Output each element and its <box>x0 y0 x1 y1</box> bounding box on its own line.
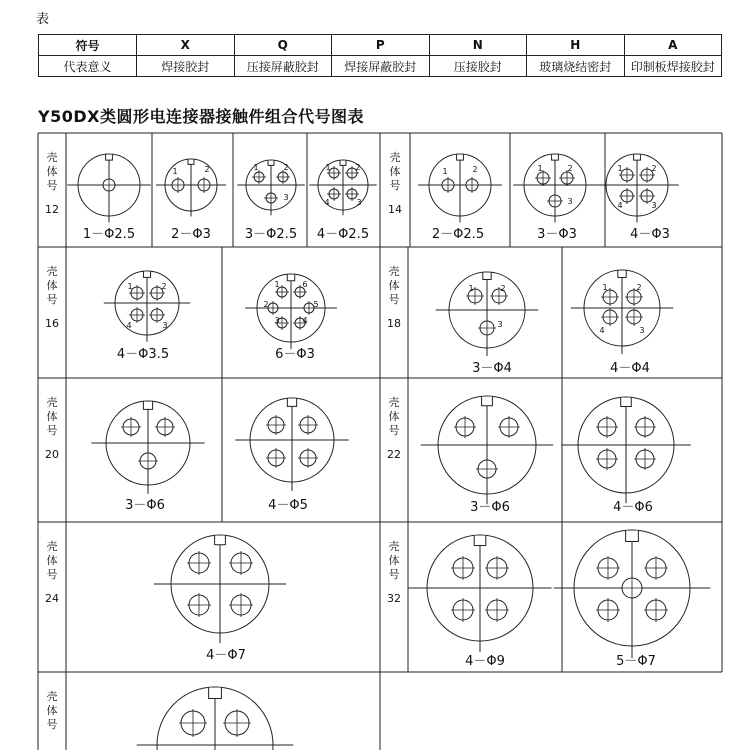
combination-code: 1－Φ2.5 <box>82 227 136 242</box>
contact-diagram <box>245 274 337 349</box>
contact-diagram <box>154 535 286 643</box>
key-notch <box>287 275 294 281</box>
meaning-cell: 焊接胶封 <box>137 56 235 77</box>
pin-number: 1 <box>617 164 623 173</box>
grid-cells <box>45 150 710 750</box>
shell-label-char: 壳 <box>388 540 400 553</box>
pin-number: 4 <box>599 326 605 335</box>
contact-diagram <box>571 270 674 354</box>
shell-label-char: 号 <box>46 179 58 192</box>
combination-code: 4－Φ3 <box>630 227 670 242</box>
key-notch <box>474 536 486 546</box>
combination-code: 4－Φ6 <box>613 500 653 515</box>
pin-number: 1 <box>325 163 331 172</box>
page-caption: 表 <box>36 12 50 27</box>
shell-label-char: 体 <box>388 279 400 292</box>
shell-number: 20 <box>45 448 59 461</box>
contact-diagram <box>237 160 305 215</box>
header-cell: H <box>527 35 625 56</box>
pin-number: 2 <box>204 165 210 174</box>
shell-label <box>387 264 401 330</box>
section-title: Y50DX类圆形电连接器接触件组合代号图表 <box>38 107 364 126</box>
key-notch <box>188 160 194 165</box>
contact-diagram <box>156 159 226 216</box>
shell-number: 16 <box>45 317 59 330</box>
contact-diagram <box>408 535 551 652</box>
pin-number: 2 <box>355 163 361 172</box>
combination-code: 2－Φ3 <box>171 227 211 242</box>
shell-label-char: 号 <box>46 424 58 437</box>
meaning-cell: 玻璃烧结密封 <box>527 56 625 77</box>
shell-label <box>45 150 59 216</box>
key-notch <box>143 402 152 410</box>
key-notch <box>287 399 296 407</box>
contact-diagram <box>309 160 377 215</box>
contact-diagram <box>418 154 502 223</box>
pin-number: 6 <box>302 280 308 289</box>
combination-code: 3－Φ6 <box>125 498 165 513</box>
shell-number: 24 <box>45 592 59 605</box>
header-cell: Q <box>234 35 332 56</box>
pin-number: 3 <box>567 197 573 206</box>
pin-number: 1 <box>468 284 474 293</box>
pin-number: 2 <box>500 284 506 293</box>
key-notch <box>268 161 274 166</box>
shell-label-char: 体 <box>46 165 58 178</box>
key-notch <box>215 536 226 545</box>
pin-number: 3 <box>651 201 657 210</box>
pin-number: 5 <box>313 300 319 309</box>
shell-label-char: 壳 <box>46 396 58 409</box>
pin-number: 2 <box>472 165 478 174</box>
combination-code: 4－Φ3.5 <box>116 347 170 362</box>
pin-number: 1 <box>442 167 448 176</box>
contact-diagram <box>67 154 151 223</box>
combination-code: 3－Φ3 <box>537 227 577 242</box>
shell-label-char: 壳 <box>388 396 400 409</box>
key-notch <box>483 273 491 280</box>
pin-number: 1 <box>253 163 259 172</box>
shell-label <box>47 689 58 731</box>
pin-number: 3 <box>356 198 362 207</box>
contact-diagram <box>91 401 204 494</box>
meaning-cell: 代表意义 <box>39 56 137 77</box>
shell-label <box>45 539 59 605</box>
shell-label <box>45 395 59 461</box>
combination-code: 4－Φ5 <box>268 498 308 513</box>
shell-label-char: 体 <box>46 279 58 292</box>
contact-diagram <box>561 397 691 503</box>
contact-diagram <box>104 271 190 342</box>
key-notch <box>340 161 346 166</box>
header-cell: A <box>624 35 722 56</box>
header-cell: X <box>137 35 235 56</box>
combination-code: 2－Φ2.5 <box>431 227 485 242</box>
shell-label <box>387 539 401 605</box>
key-notch <box>106 155 113 161</box>
combination-code: 4－Φ2.5 <box>316 227 370 242</box>
pin-number: 3 <box>639 326 645 335</box>
shell-label-char: 壳 <box>46 265 58 278</box>
key-notch <box>626 531 639 542</box>
pin-number: 3 <box>283 193 289 202</box>
header-cell: P <box>332 35 430 56</box>
header-cell: 符号 <box>39 35 137 56</box>
meaning-cell: 压接胶封 <box>429 56 527 77</box>
shell-number: 22 <box>387 448 401 461</box>
contact-diagram <box>421 396 553 504</box>
key-notch <box>209 688 222 699</box>
shell-label-char: 体 <box>388 410 400 423</box>
combination-code: 4－Φ4 <box>610 361 650 376</box>
combination-code: 3－Φ6 <box>470 500 510 515</box>
pin-number: 1 <box>602 283 608 292</box>
key-notch <box>618 271 626 278</box>
pin-number: 4 <box>324 198 330 207</box>
combination-code: 6－Φ3 <box>275 347 315 362</box>
shell-label <box>45 264 59 330</box>
shell-number: 12 <box>45 203 59 216</box>
shell-label-char: 号 <box>46 718 58 731</box>
shell-label-char: 号 <box>388 424 400 437</box>
pin-number: 3 <box>162 321 168 330</box>
pin-number: 2 <box>161 282 167 291</box>
header-cell: N <box>429 35 527 56</box>
shell-label-char: 体 <box>389 165 401 178</box>
pin-number: 1 <box>537 164 543 173</box>
shell-label-char: 体 <box>46 554 58 567</box>
combination-code: 4－Φ7 <box>206 648 246 663</box>
meaning-cell: 印制板焊接胶封 <box>624 56 722 77</box>
shell-number: 32 <box>387 592 401 605</box>
shell-number: 18 <box>387 317 401 330</box>
shell-label <box>388 150 402 216</box>
shell-label-char: 壳 <box>388 265 400 278</box>
pin-number: 2 <box>651 164 657 173</box>
key-notch <box>552 155 559 161</box>
key-notch <box>457 155 464 161</box>
key-notch <box>621 398 632 407</box>
shell-number: 14 <box>388 203 402 216</box>
meaning-cell: 压接屏蔽胶封 <box>234 56 332 77</box>
pin-number: 4 <box>302 316 308 325</box>
shell-label-char: 体 <box>46 410 58 423</box>
shell-label-char: 号 <box>389 179 401 192</box>
pin-number: 3 <box>497 320 503 329</box>
shell-label <box>387 395 401 461</box>
key-notch <box>634 155 641 161</box>
shell-label-char: 壳 <box>389 151 401 164</box>
contact-diagram <box>513 154 597 223</box>
pin-number: 2 <box>567 164 573 173</box>
key-notch <box>143 272 150 278</box>
shell-label-char: 号 <box>46 568 58 581</box>
pin-number: 4 <box>126 321 132 330</box>
combination-code: 3－Φ2.5 <box>244 227 298 242</box>
combination-code: 3－Φ4 <box>472 361 512 376</box>
pin-number: 1 <box>127 282 133 291</box>
contact-diagram <box>595 154 679 223</box>
pin-number: 1 <box>274 280 280 289</box>
pin-number: 2 <box>263 300 269 309</box>
shell-label-char: 体 <box>46 704 58 717</box>
contact-diagram <box>436 272 539 356</box>
shell-label-char: 壳 <box>46 151 58 164</box>
pin-number: 2 <box>283 163 289 172</box>
shell-label-char: 号 <box>388 293 400 306</box>
pin-number: 4 <box>617 201 623 210</box>
shell-label-char: 壳 <box>46 690 58 703</box>
contact-diagram <box>235 398 348 491</box>
pin-number: 3 <box>274 316 280 325</box>
shell-label-char: 壳 <box>46 540 58 553</box>
combination-code: 4－Φ9 <box>465 654 505 669</box>
shell-label-char: 体 <box>388 554 400 567</box>
meaning-cell: 焊接屏蔽胶封 <box>332 56 430 77</box>
combination-code: 5－Φ7 <box>616 654 656 669</box>
shell-label-char: 号 <box>46 293 58 306</box>
key-notch <box>482 397 493 406</box>
pin-number: 1 <box>172 167 178 176</box>
contact-diagram <box>554 530 711 658</box>
shell-label-char: 号 <box>388 568 400 581</box>
contact-diagram <box>137 687 294 750</box>
pin-number: 2 <box>636 283 642 292</box>
